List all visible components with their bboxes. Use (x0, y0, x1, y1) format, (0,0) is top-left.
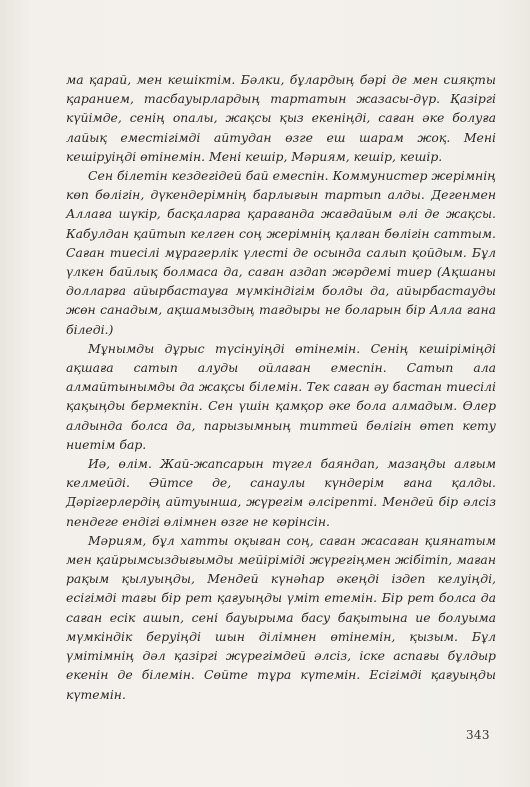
paragraph-5: Мәриям, бұл хатты оқыған соң, саған жасаған қиянатым мен қайрымсыздығымды мейіріміді жүрегіңмен жібітіп, маған рақым қылуыңды, Мендей күнәһар әкеңді іздеп келуіңді, есігімді тағы бір рет қағуыңды үміт етемін. Бір рет болса да саған есік ашып, сені бауырыма басу бақытына ие болуыма мүмкіндік беруіңді шын ділімнен өтінемін, қызым. Бұл үмітімнің дәл қазіргі жүрегімдей әлсіз, іске аспағы бұлдыр екенін де білемін. Сөйте тұра күтемін. Есігімді қағуыңды күтемін. (66, 532, 496, 702)
paragraph-3: Мұнымды дұрыс түсінуіңді өтінемін. Сенің кешіріміңді ақшаға сатып алуды ойлаған емеспін. Сатып ала алмайтынымды да жақсы білемін. Тек саған әу бастан тиесілі қақыңды бермекпін. Сен үшін қамқор әке бола алмадым. Өлер алдында болса да, парызымның титтей бөлігін өтеп кету ниетім бар. (66, 340, 496, 452)
body-text (66, 70, 496, 704)
page-number: 343 (466, 728, 490, 742)
paragraph-2: Сен білетін кездегідей бай емеспін. Коммунистер жерімнің көп бөлігін, дүкендерімнің барлығын тартып алды. Дегенмен Аллаға шүкір, басқаларға қарағанда жағдайым әлі де жақсы. Кабулдан қайтып келген соң жерімнің қалған бөлігін саттым. Саған тиесілі мұрагерлік үлесті де осында салып қойдым. Бұл үлкен байлық болмаса да, саған аздап жәрдемі тиер (Ақшаны долларға айырбастауға мүмкіндігім болды да, айырбастауды жөн санадым, ақшамыздың тағдыры не боларын бір Алла ғана біледі.) (66, 168, 496, 337)
paragraph-4: Иә, өлім. Жай-жапсарын түгел баяндап, мазаңды алғым келмейді. Әйтсе де, санаулы күндерім ғана қалды. Дәрігерлердің айтуынша, жүрегім әлсірепті. Мендей бір әлсіз пендеге ендігі өлімнен өзге не көрінсін. (66, 456, 496, 529)
paragraph-1: ма қарай, мен кешіктім. Бәлки, бұлардың бәрі де мен сияқты қаранием, тасбауырлардың тартатын жазасы-дүр. Қазіргі күйімде, сенің опалы, жақсы қыз екеніңді, саған әке болуға лайық еместігімді айтудан өзге еш шарам жоқ. Мені кешіруіңді өтінемін. Мені кешір, Мәриям, кешір, кешір. (66, 72, 496, 164)
